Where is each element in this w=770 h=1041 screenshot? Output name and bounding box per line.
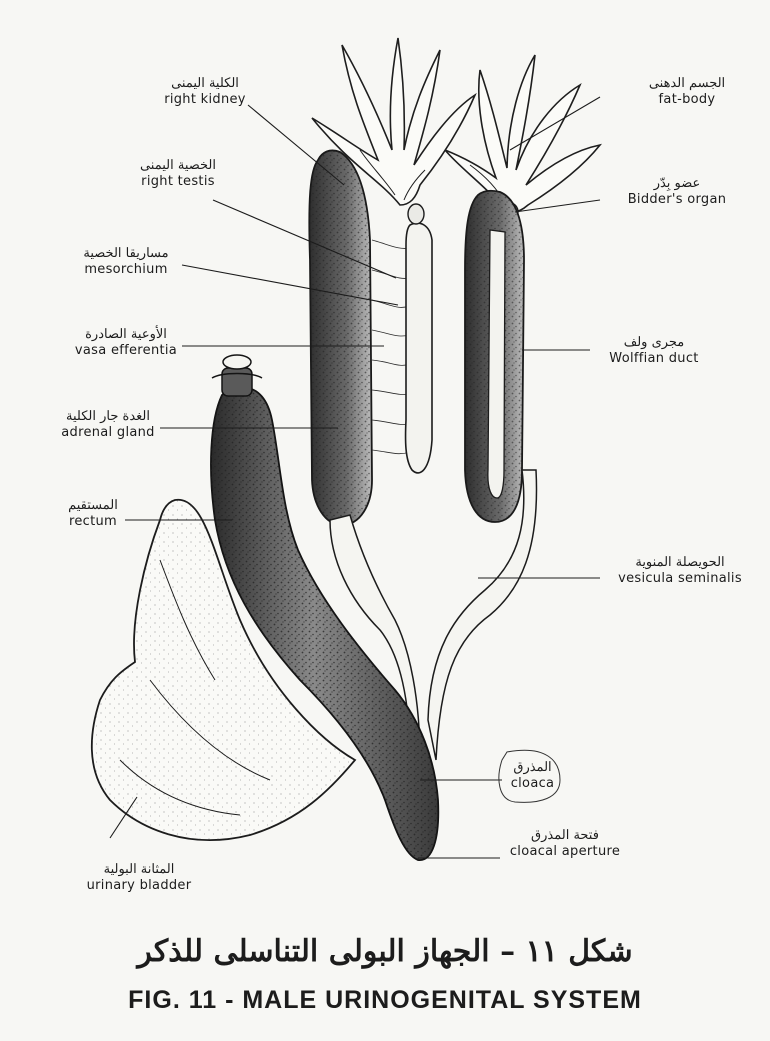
label-ar: الخصية اليمنى [139,158,217,173]
figure-caption-english: FIG. 11 - MALE URINOGENITAL SYSTEM [128,986,642,1014]
label-ar: الجسم الدهنى [648,76,726,91]
label-ar: المثانة البولية [103,862,175,877]
label-en: Wolffian duct [609,351,699,367]
label-mesorchium [66,246,186,279]
label-ar: المستقيم [68,498,118,513]
label-en: adrenal gland [61,425,155,441]
bidders-organ-left [408,204,424,224]
label-vasa-efferentia [66,327,186,360]
label-urinary-bladder [84,862,194,895]
label-wolffian-duct [594,335,714,368]
label-en: fat-body [658,92,716,108]
label-ar: الأوعية الصادرة [85,327,167,342]
label-en: cloacal aperture [509,844,621,860]
label-vesicula-seminalis [600,555,760,588]
label-cloaca [505,760,560,793]
label-adrenal-gland [48,409,168,442]
right-testis-shape [406,223,432,473]
label-ar: الغدة جار الكلية [66,409,150,424]
left-kidney-shape [465,191,524,522]
label-ar: عضو بِدّر [653,176,701,191]
fat-body-right [445,55,600,212]
vasa-efferentia-lines [372,240,410,454]
label-en: urinary bladder [86,878,192,894]
figure-caption-arabic: شكل ١١ – الجهاز البولى التناسلى للذكر [137,934,633,969]
label-en: vesicula seminalis [618,571,742,587]
label-en: right testis [141,174,215,190]
label-ar: مجرى ولف [623,335,685,350]
label-fat-body [632,76,742,109]
label-ar: الحويصلة المنوية [635,555,725,570]
label-rectum [58,498,128,531]
label-ar: الكلية اليمنى [171,76,239,91]
right-kidney-shape [309,150,372,525]
label-en: cloaca [510,776,555,792]
label-cloacal-aperture [500,828,630,861]
label-en: right kidney [164,92,246,108]
label-right-kidney [150,76,260,109]
label-en: rectum [68,514,117,530]
label-ar: فتحة المذرق [531,828,599,843]
label-en: mesorchium [84,262,168,278]
label-ar: مساريقا الخصية [83,246,169,261]
label-ar: المذرق [513,760,552,775]
label-right-testis [128,158,228,191]
label-bidders-organ [612,176,742,209]
label-en: vasa efferentia [74,343,178,359]
label-en: Bidder's organ [627,192,727,208]
